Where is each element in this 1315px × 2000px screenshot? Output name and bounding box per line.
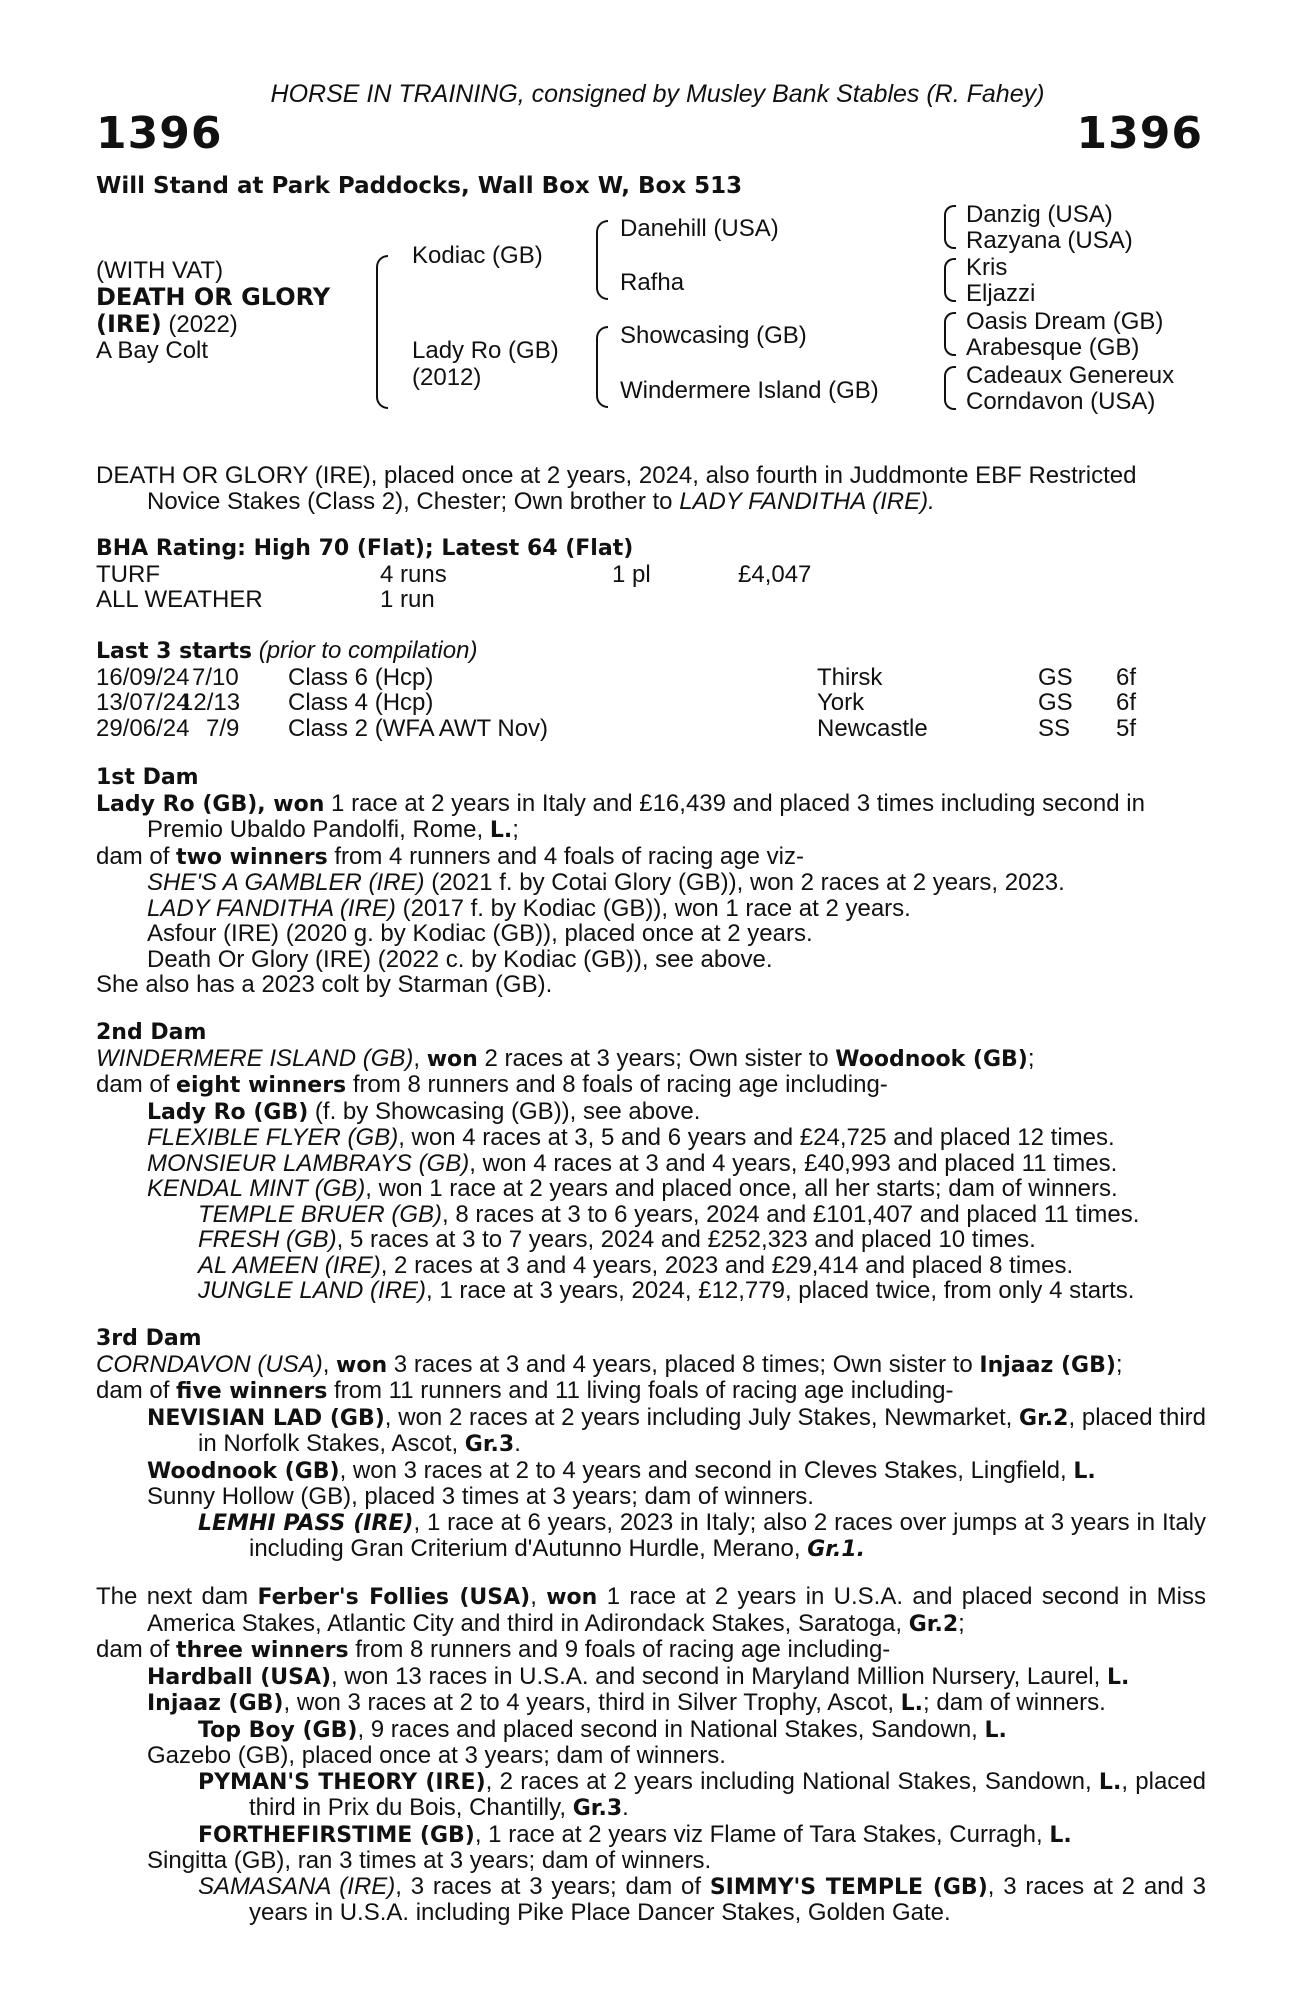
progeny-text: , 3 races at 3 years; dam of <box>395 1872 710 1900</box>
horse-year: (2022) <box>168 311 238 338</box>
next-dam-record: The next dam Ferber's Follies (USA), won 1 race at 2 years in U.S.A. and placed second in Miss America Stakes, Atlantic City and third in Adirondack Stakes, Saratoga, Gr.2; <box>96 1583 1206 1637</box>
progeny-name: FORTHEFIRSTIME (GB) <box>198 1822 475 1848</box>
progeny-name: AL AMEEN (IRE) <box>198 1251 381 1279</box>
progeny-item: Singitta (GB), ran 3 times at 3 years; dam of winners. <box>147 1847 712 1874</box>
progeny-item <box>96 1690 1206 1717</box>
progeny-name: LADY FANDITHA (IRE) <box>147 894 396 922</box>
great-grandparent-2: Razyana (USA) <box>966 227 1133 254</box>
progeny-item <box>96 1151 1206 1177</box>
second-dam-section <box>96 1020 1206 1304</box>
next-dam-lead: The next dam <box>96 1583 258 1610</box>
rating-runs: 4 runs <box>380 560 447 588</box>
progeny-text: , 8 races at 3 to 6 years, 2024 and £101,407 and placed 11 times. <box>442 1200 1140 1228</box>
winners-count: eight winners <box>176 1073 347 1098</box>
dam-year: (2012) <box>412 364 482 391</box>
grand-progeny-item <box>96 1278 1206 1304</box>
intro-paragraph <box>96 463 1206 514</box>
progeny-text: , 2 races at 2 years including National Stakes, Sandown, <box>485 1767 1099 1795</box>
progeny-name: FRESH (GB) <box>198 1226 337 1253</box>
first-dam-text: 1 race at 2 years in Italy and £16,439 and placed 3 times including second in Premio Ubaldo Pandolfi, Rome, <box>147 789 1145 843</box>
start-course: Thirsk <box>817 663 883 691</box>
rating-surface: TURF <box>96 560 160 588</box>
first-dam-also: She also has a 2023 colt by Starman (GB). <box>96 971 553 998</box>
grade-label: L. <box>984 1717 1007 1743</box>
next-dam-text: 1 race at 2 years in U.S.A. and placed second in Miss America Stakes, Atlantic City and third in Adirondack Stakes, Saratoga, <box>147 1583 1206 1637</box>
brace-g2 <box>944 258 956 302</box>
start-date: 16/09/24 <box>96 663 190 691</box>
grade-label: L. <box>900 1691 924 1716</box>
start-going: GS <box>1038 663 1073 691</box>
rating-placed: 1 pl <box>612 560 651 588</box>
start-class: Class 6 (Hcp) <box>288 663 434 691</box>
grand-progeny-item: LEMHI PASS (IRE), 1 race at 6 years, 2023 in Italy; also 2 races over jumps at 3 years in Italy including Gran Criterium d'Autunno Hurdle, Merano, Gr.1. <box>198 1508 1206 1562</box>
last-starts-section <box>96 638 1206 741</box>
start-class: Class 4 (Hcp) <box>288 689 434 716</box>
brace-dam-parents <box>596 326 608 408</box>
brace-sire-dam <box>376 255 388 409</box>
dam-of-lead: dam of <box>96 1377 177 1404</box>
start-class: Class 2 (WFA AWT Nov) <box>288 714 549 742</box>
grade-label: L. <box>1073 1458 1096 1484</box>
progeny-text: , won 4 races at 3, 5 and 6 years and £24,725 and placed 12 times. <box>398 1124 1115 1151</box>
horse-country-year <box>96 310 238 339</box>
sire-dam: Rafha <box>620 269 685 296</box>
start-date: 13/07/24 <box>96 689 190 716</box>
progeny-item: NEVISIAN LAD (GB), won 2 races at 2 years including July Stakes, Newmarket, Gr.2, placed third in Norfolk Stakes, Ascot, Gr.3. <box>147 1403 1206 1457</box>
brace-g3 <box>944 312 956 356</box>
horse-name-line <box>96 283 330 312</box>
next-dam-name: Ferber's Follies (USA) <box>257 1585 531 1610</box>
next-dam-section <box>96 1584 1206 1926</box>
grand-progeny-item: PYMAN'S THEORY (IRE), 2 races at 2 years including National Stakes, Sandown, L., placed third in Prix du Bois, Chantilly, Gr.3. <box>198 1767 1206 1821</box>
last-starts-note: (prior to compilation) <box>258 637 478 664</box>
progeny-item: Sunny Hollow (GB), placed 3 times at 3 years; dam of winners. <box>147 1483 814 1510</box>
intro-text: DEATH OR GLORY (IRE), placed once at 2 years, 2024, also fourth in Juddmonte EBF Restricted Novice Stakes (Class 2), Chester; Own brother to <box>96 462 1137 515</box>
grand-progeny-item <box>96 1227 1206 1253</box>
progeny-item <box>96 1664 1206 1691</box>
progeny-name: SHE'S A GAMBLER (IRE) <box>147 869 425 896</box>
dam: Lady Ro (GB) <box>412 337 559 364</box>
great-grandparent-6: Arabesque (GB) <box>966 334 1140 361</box>
progeny-item <box>96 870 1206 896</box>
grade-label: Gr.3 <box>464 1432 515 1457</box>
start-distance: 6f <box>1116 689 1137 716</box>
intro-sibling: LADY FANDITHA (IRE). <box>679 487 935 515</box>
progeny-text: , 9 races and placed second in National Stakes, Sandown, <box>357 1715 985 1743</box>
progeny-text: (f. by Showcasing (GB)), see above. <box>308 1097 701 1125</box>
dam-of-text: from 8 runners and 9 foals of racing age including- <box>348 1636 891 1663</box>
progeny-text: , 3 races at 2 and 3 years in U.S.A. including Pike Place Dancer Stakes, Golden Gate. <box>249 1872 1207 1926</box>
progeny-text: , 1 race at 2 years viz Flame of Tara Stakes, Curragh, <box>474 1820 1050 1848</box>
rating-prize: £4,047 <box>738 560 812 588</box>
horse-name: DEATH OR GLORY <box>96 283 331 311</box>
last-starts-heading-line <box>96 638 1206 665</box>
progeny-text: , placed third in Prix du Bois, Chantilly, <box>249 1767 1206 1821</box>
grade-label: L. <box>1049 1822 1072 1848</box>
brace-sire-parents <box>596 220 608 300</box>
progeny-name: SAMASANA (IRE) <box>198 1872 396 1900</box>
progeny-item <box>96 1176 1206 1202</box>
progeny-name: TEMPLE BRUER (GB) <box>198 1200 443 1228</box>
dam-sire: Showcasing (GB) <box>620 322 807 349</box>
grade-label: L. <box>1106 1664 1130 1690</box>
third-dam-dam-of <box>96 1378 1206 1405</box>
rating-surface: ALL WEATHER <box>96 586 263 613</box>
great-grandparent-7: Cadeaux Genereux <box>966 362 1175 389</box>
progeny-text: , won 4 races at 3 and 4 years, £40,993 and placed 11 times. <box>469 1149 1118 1177</box>
progeny-text: , won 2 races at 2 years including July Stakes, Newmarket, <box>384 1403 1020 1431</box>
grade-label: Gr.2 <box>1019 1405 1069 1431</box>
start-course: Newcastle <box>817 714 928 742</box>
progeny-name: JUNGLE LAND (IRE) <box>198 1277 427 1304</box>
start-position: 7/10 <box>192 663 239 691</box>
rating-row-aw <box>96 587 1206 613</box>
grand-progeny-item <box>96 1253 1206 1279</box>
grand-progeny-item <box>96 1822 1206 1849</box>
progeny-name: SIMMY'S TEMPLE (GB) <box>709 1874 988 1900</box>
second-dam-name: WINDERMERE ISLAND (GB) <box>96 1044 414 1072</box>
won-label: won <box>426 1046 478 1072</box>
start-distance: 5f <box>1116 714 1137 742</box>
progeny-item: Asfour (IRE) (2020 g. by Kodiac (GB)), placed once at 2 years. <box>147 920 813 947</box>
grand-progeny-item <box>96 1874 1206 1926</box>
progeny-item <box>96 1125 1206 1151</box>
dam-of-text: from 4 runners and 4 foals of racing age viz- <box>327 842 804 870</box>
progeny-text: , 1 race at 6 years, 2023 in Italy; also 2 races over jumps at 3 years in Italy including Gran Criterium d'Autunno Hurdle, Merano, <box>249 1508 1206 1562</box>
progeny-name: Lady Ro (GB) <box>147 1099 309 1125</box>
dam-of-lead: dam of <box>96 1636 177 1663</box>
progeny-text: (2017 f. by Kodiac (GB)), won 1 race at 2 years. <box>395 894 911 922</box>
intro-section <box>96 463 1206 514</box>
great-grandparent-4: Eljazzi <box>966 280 1036 307</box>
dam-of-text: from 8 runners and 8 foals of racing age including- <box>346 1071 888 1098</box>
progeny-name: LEMHI PASS (IRE) <box>198 1510 414 1536</box>
rating-row-turf <box>96 562 1206 588</box>
sire-sire: Danehill (USA) <box>620 215 779 242</box>
start-row <box>96 690 1206 716</box>
progeny-text: , won 3 races at 2 to 4 years and second in Cleves Stakes, Lingfield, <box>339 1456 1074 1484</box>
progeny-name: Top Boy (GB) <box>198 1717 358 1743</box>
progeny-text: , 5 races at 3 to 7 years, 2024 and £252,323 and placed 10 times. <box>336 1226 1036 1253</box>
sister-name: Injaaz (GB) <box>979 1352 1116 1378</box>
start-going: GS <box>1038 689 1073 716</box>
grade-label: Gr.2 <box>908 1611 959 1637</box>
great-grandparent-3: Kris <box>966 254 1008 281</box>
horse-country: (IRE) <box>96 310 162 338</box>
last-starts-heading: Last 3 starts <box>96 639 253 664</box>
grade-label: L. <box>1098 1769 1122 1795</box>
start-position: 12/13 <box>180 689 241 716</box>
progeny-name: Injaaz (GB) <box>147 1691 284 1716</box>
won-label: won <box>546 1585 598 1610</box>
progeny-name: Hardball (USA) <box>147 1664 332 1690</box>
dam-of-lead: dam of <box>96 842 177 870</box>
horse-description: A Bay Colt <box>96 337 209 364</box>
lot-number-right: 1396 <box>1076 108 1203 159</box>
third-dam-name: CORNDAVON (USA) <box>96 1350 323 1378</box>
progeny-text: , 1 race at 3 years, 2024, £12,779, placed twice, from only 4 starts. <box>426 1277 1135 1304</box>
winners-count: five winners <box>176 1379 328 1404</box>
start-row <box>96 665 1206 691</box>
rating-runs: 1 run <box>380 586 435 613</box>
first-dam-dam-of <box>96 844 1206 871</box>
progeny-item <box>96 1458 1206 1485</box>
start-position: 7/9 <box>206 714 240 742</box>
sister-name: Woodnook (GB) <box>835 1046 1028 1072</box>
dam-of-text: from 11 runners and 11 living foals of racing age including- <box>327 1377 954 1404</box>
grand-progeny-item <box>96 1717 1206 1744</box>
grade-label: Gr.3 <box>572 1796 623 1821</box>
brace-g4 <box>944 366 956 410</box>
consigner-line: HORSE IN TRAINING, consigned by Musley Bank Stables (R. Fahey) <box>270 80 1045 108</box>
third-dam-text: 3 races at 3 and 4 years, placed 8 times; Own sister to <box>387 1350 980 1378</box>
next-dam-dam-of <box>96 1637 1206 1664</box>
progeny-text: , placed third in Norfolk Stakes, Ascot, <box>198 1403 1206 1457</box>
sire: Kodiac (GB) <box>412 242 543 269</box>
progeny-name: FLEXIBLE FLYER (GB) <box>147 1124 399 1151</box>
start-going: SS <box>1038 714 1071 742</box>
grand-progeny-item <box>96 1202 1206 1228</box>
progeny-text: , won 3 races at 2 to 4 years, third in Silver Trophy, Ascot, <box>283 1689 901 1716</box>
first-dam-name: Lady Ro (GB) <box>96 791 258 817</box>
second-dam-record: WINDERMERE ISLAND (GB), won 2 races at 3 years; Own sister to Woodnook (GB); <box>96 1044 1035 1072</box>
progeny-item <box>96 896 1206 922</box>
progeny-text: , won 1 race at 2 years and placed once, all her starts; dam of winners. <box>365 1175 1118 1202</box>
rating-heading: BHA Rating: High 70 (Flat); Latest 64 (Flat) <box>96 536 634 561</box>
lot-number-left: 1396 <box>96 108 223 159</box>
second-dam-text: 2 races at 3 years; Own sister to <box>477 1044 836 1072</box>
great-grandparent-1: Danzig (USA) <box>966 201 1113 228</box>
grade-label: L. <box>489 818 513 843</box>
winners-count: two winners <box>176 844 328 870</box>
progeny-text: (2021 f. by Cotai Glory (GB)), won 2 races at 2 years, 2023. <box>424 869 1065 896</box>
progeny-name: KENDAL MINT (GB) <box>147 1175 366 1202</box>
progeny-item: Gazebo (GB), placed once at 3 years; dam of winners. <box>147 1742 726 1769</box>
second-dam-dam-of <box>96 1072 1206 1099</box>
first-dam-record <box>96 791 1206 844</box>
progeny-item <box>96 1099 1206 1126</box>
progeny-name: PYMAN'S THEORY (IRE) <box>198 1769 486 1795</box>
second-dam-heading: 2nd Dam <box>96 1020 207 1045</box>
vat-note: (WITH VAT) <box>96 257 224 284</box>
stand-location: Will Stand at Park Paddocks, Wall Box W, Box 513 <box>96 173 743 199</box>
first-dam-heading: 1st Dam <box>96 765 199 790</box>
brace-g1 <box>944 205 956 249</box>
progeny-text: ; dam of winners. <box>923 1689 1106 1716</box>
progeny-name: MONSIEUR LAMBRAYS (GB) <box>147 1149 470 1177</box>
won-label: won <box>336 1352 388 1378</box>
start-date: 29/06/24 <box>96 714 190 742</box>
start-course: York <box>817 689 865 716</box>
dam-of-lead: dam of <box>96 1071 177 1098</box>
progeny-text: , 2 races at 3 and 4 years, 2023 and £29,414 and placed 8 times. <box>380 1251 1074 1279</box>
great-grandparent-8: Corndavon (USA) <box>966 388 1156 415</box>
progeny-name: Woodnook (GB) <box>147 1458 340 1484</box>
first-dam-section <box>96 765 1206 998</box>
start-distance: 6f <box>1116 663 1137 691</box>
start-row <box>96 716 1206 742</box>
progeny-name: NEVISIAN LAD (GB) <box>147 1405 385 1431</box>
third-dam-record: CORNDAVON (USA), won 3 races at 3 and 4 years, placed 8 times; Own sister to Injaaz (GB); <box>96 1350 1123 1378</box>
won-label: , won <box>257 791 325 817</box>
rating-section <box>96 536 1206 613</box>
progeny-item: Death Or Glory (IRE) (2022 c. by Kodiac (GB)), see above. <box>147 945 773 973</box>
winners-count: three winners <box>176 1638 349 1663</box>
great-grandparent-5: Oasis Dream (GB) <box>966 308 1164 335</box>
dam-dam: Windermere Island (GB) <box>620 377 879 404</box>
third-dam-heading: 3rd Dam <box>96 1326 202 1351</box>
progeny-text: , won 13 races in U.S.A. and second in Maryland Million Nursery, Laurel, <box>331 1662 1107 1690</box>
grade-label: Gr.1 <box>807 1537 857 1562</box>
third-dam-section <box>96 1326 1206 1563</box>
punctuation: ; <box>512 816 519 843</box>
